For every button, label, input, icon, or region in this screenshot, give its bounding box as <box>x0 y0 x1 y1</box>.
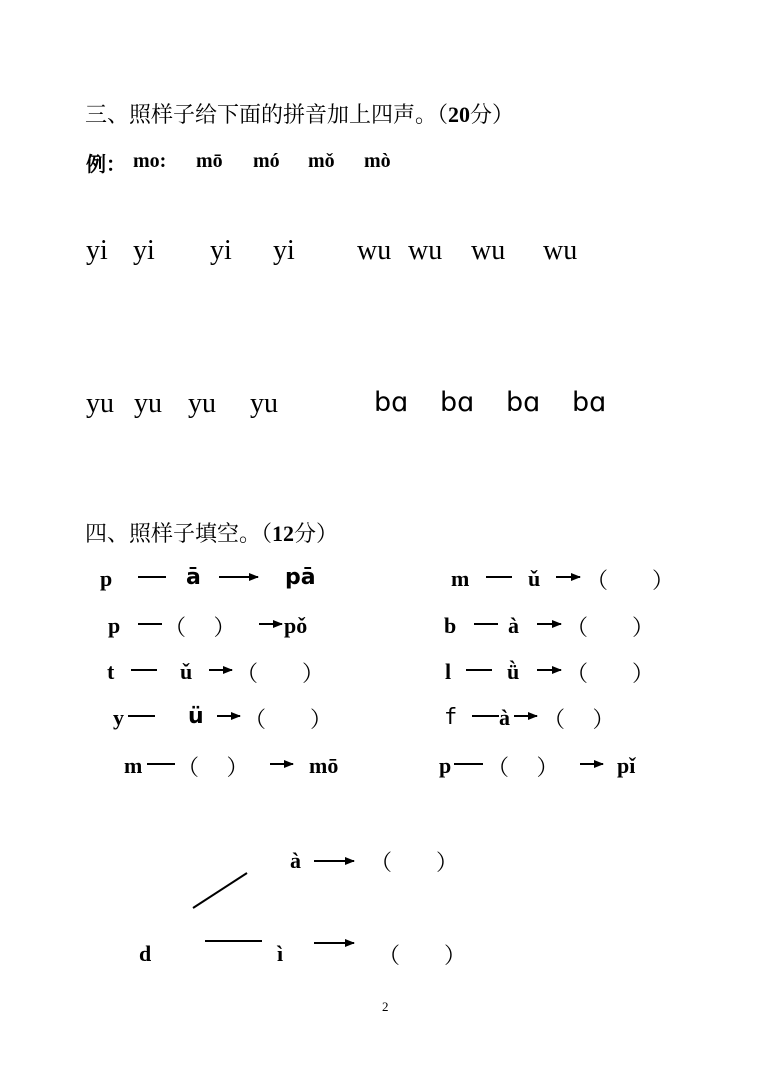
pinyin-syllable: bɑ <box>374 387 409 418</box>
row-final: à <box>508 613 519 638</box>
row-final: ǔ <box>180 659 193 684</box>
row-initial: t <box>107 659 115 684</box>
section3-title-points: 20 <box>448 102 471 127</box>
pinyin-syllable: yi <box>133 235 155 266</box>
row-initial: m <box>124 753 143 778</box>
pinyin-syllable: wu <box>471 235 506 266</box>
answer-blank[interactable]: （ ） <box>487 755 559 780</box>
answer-blank[interactable]: （ ） <box>164 615 236 640</box>
page-number: 2 <box>382 999 389 1014</box>
branch-line-diagonal <box>193 873 247 908</box>
pinyin-syllable: yu <box>188 388 216 419</box>
pinyin-syllable: yi <box>86 235 108 266</box>
answer-blank[interactable]: （ ） <box>177 755 249 780</box>
example-item: mò <box>364 150 391 172</box>
row-result: mō <box>309 753 339 778</box>
pinyin-syllable: wu <box>357 235 392 266</box>
row-initial: y <box>113 705 124 730</box>
example-item: mō <box>196 150 223 172</box>
answer-blank[interactable]: （ ） <box>543 707 615 732</box>
answer-blank[interactable]: （ ） <box>566 661 655 686</box>
example-result: pā <box>285 565 316 590</box>
section4-title-suffix: 分） <box>294 521 339 546</box>
pinyin-syllable: wu <box>408 235 443 266</box>
branch-initial: d <box>139 941 152 966</box>
branch-final-top: à <box>290 848 301 873</box>
example-item: mo: <box>133 150 167 172</box>
answer-blank[interactable]: （ ） <box>566 615 655 640</box>
row-initial: p <box>439 753 452 778</box>
section3-title-suffix: 分） <box>470 102 515 127</box>
row-initial: f <box>444 705 458 730</box>
row-result: pǐ <box>617 753 636 778</box>
pinyin-syllable: wu <box>543 235 578 266</box>
row-initial: p <box>108 613 121 638</box>
pinyin-syllable: bɑ <box>506 387 541 418</box>
section4-title-points: 12 <box>272 521 295 546</box>
answer-blank[interactable]: （ ） <box>586 568 675 593</box>
row-final: ǔ <box>528 566 541 591</box>
answer-blank[interactable]: （ ） <box>236 661 325 686</box>
example-item: mó <box>253 150 280 172</box>
example-label: 例： <box>86 154 126 176</box>
row-initial: l <box>445 659 452 684</box>
row-final: ü <box>188 704 204 729</box>
pinyin-syllable: yi <box>210 235 232 266</box>
row-initial: b <box>444 613 457 638</box>
row-result: pǒ <box>284 613 308 638</box>
row-final: à <box>499 705 510 730</box>
answer-blank[interactable]: （ ） <box>244 707 333 732</box>
example-final: ā <box>186 565 201 590</box>
example-item: mǒ <box>308 150 335 172</box>
pinyin-syllable: yu <box>86 388 114 419</box>
branch-final-bottom: ì <box>277 941 284 966</box>
answer-blank[interactable]: （ ） <box>370 850 459 875</box>
section3-title-prefix: 三、照样子给下面的拼音加上四声。（ <box>85 102 449 127</box>
pinyin-syllable: yu <box>134 388 162 419</box>
pinyin-syllable: bɑ <box>440 387 475 418</box>
pinyin-syllable: bɑ <box>572 387 607 418</box>
row-final: ǜ <box>507 659 520 684</box>
pinyin-syllable: yi <box>273 235 295 266</box>
example-initial: p <box>100 566 113 591</box>
row-initial: m <box>451 566 470 591</box>
section4-title-prefix: 四、照样子填空。（ <box>85 521 273 546</box>
answer-blank[interactable]: （ ） <box>378 943 467 968</box>
pinyin-syllable: yu <box>250 388 278 419</box>
